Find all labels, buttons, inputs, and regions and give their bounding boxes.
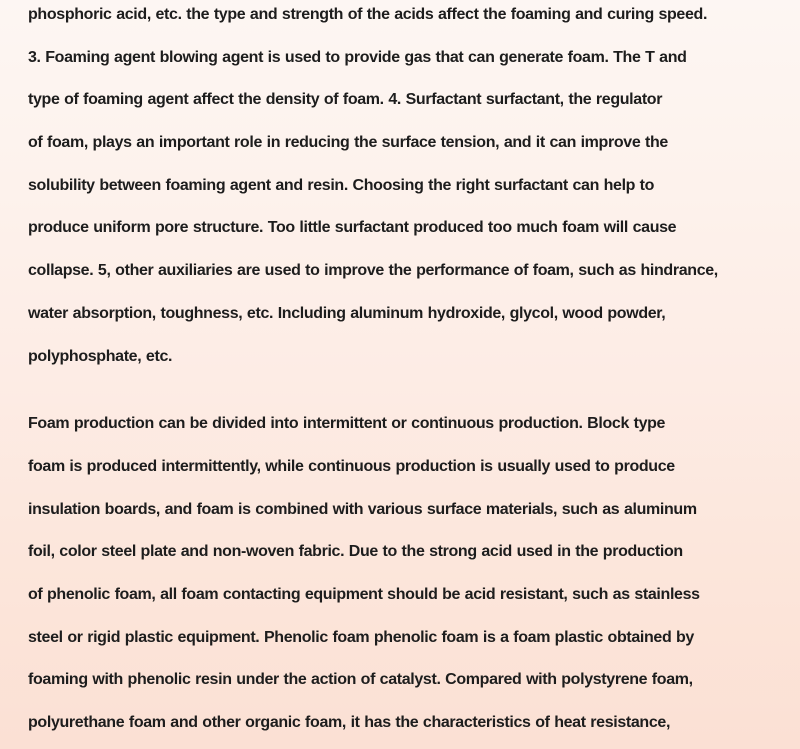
text-line: type of foaming agent affect the density of foam. 4. Surfactant surfactant, the regulator [28,91,663,109]
text-line: steel or rigid plastic equipment. Phenolic foam phenolic foam is a foam plastic obtained by [28,628,694,646]
text-line: solubility between foaming agent and resin. Choosing the right surfactant can help to [28,176,655,194]
text-line: foam is produced intermittently, while continuous production is usually used to produce [28,457,675,475]
text-line: insulation boards, and foam is combined with various surface materials, such as aluminum [28,500,697,518]
text-line: produce uniform pore structure. Too little surfactant produced too much foam will cause [28,219,677,237]
text-line: foil, color steel plate and non-woven fabric. Due to the strong acid used in the production [28,543,683,561]
text-line: of foam, plays an important role in reducing the surface tension, and it can improve the [28,134,668,152]
text-line: water absorption, toughness, etc. Including aluminum hydroxide, glycol, wood powder, [28,304,666,322]
paragraph-additives [28,0,770,378]
text-line: Foam production can be divided into intermittent or continuous production. Block type [28,415,666,433]
text-line: phosphoric acid, etc. the type and strength of the acids affect the foaming and curing speed. [28,6,708,23]
paragraph-foam-production [28,403,770,745]
text-line: 3. Foaming agent blowing agent is used to provide gas that can generate foam. The T and [28,48,687,66]
text-line: polyphosphate, etc. [28,347,173,365]
text-line: of phenolic foam, all foam contacting equipment should be acid resistant, such as stainless [28,585,700,603]
text-line: foaming with phenolic resin under the action of catalyst. Compared with polystyrene foam, [28,671,693,689]
text-line: polyurethane foam and other organic foam, it has the characteristics of heat resistance, [28,714,671,731]
text-line: collapse. 5, other auxiliaries are used to improve the performance of foam, such as hindrance, [28,262,718,280]
